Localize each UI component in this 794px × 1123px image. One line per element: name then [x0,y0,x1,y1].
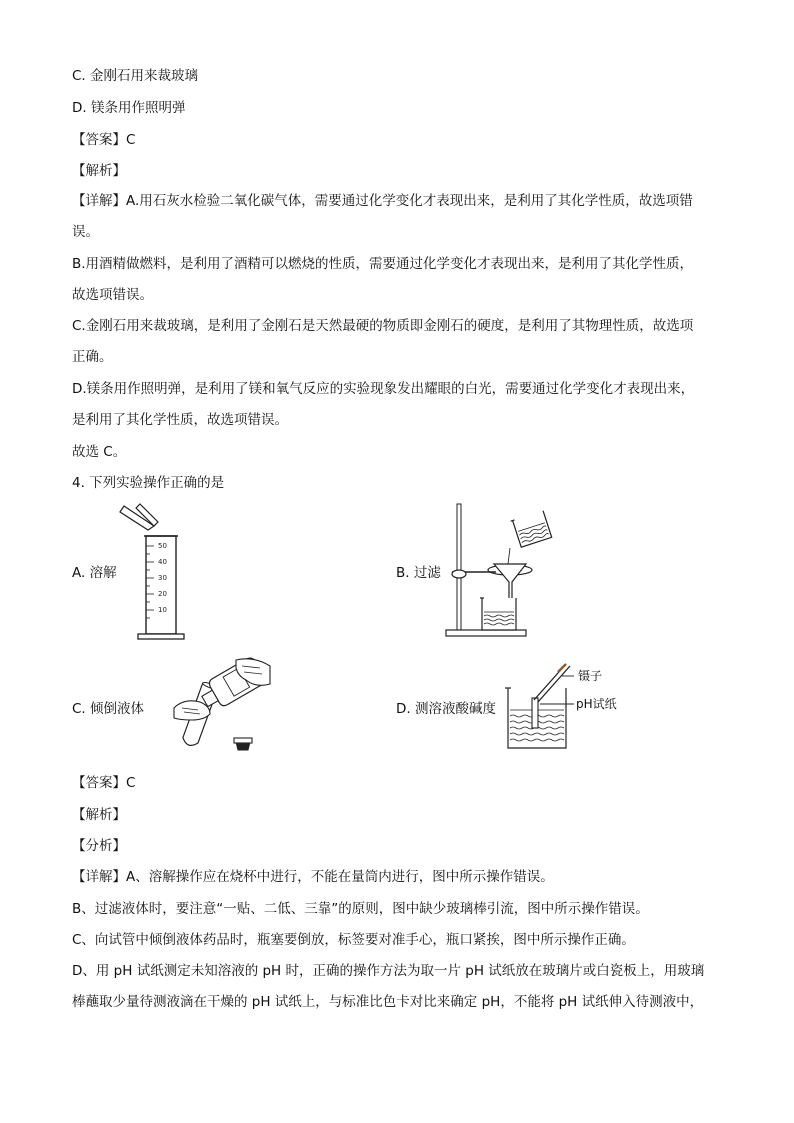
option-b-label: B. 过滤 [396,565,441,581]
detail-a-line-1: 【详解】A.用石灰水检验二氧化碳气体，需要通过化学变化才表现出来，是利用了其化学性质，故选项错 [72,193,693,209]
q4-detail-d-paragraph [72,956,722,1018]
answer-label: 【答案】C [72,132,136,148]
option-d-label: D. 测溶液酸碱度 [396,701,496,717]
option-d-text: D. 镁条用作照明弹 [72,100,186,116]
q4-detail-d-line-2: 棒蘸取少量待测液滴在干燥的 pH 试纸上，与标准比色卡对比来确定 pH，不能将 pH 试纸伸入待测液中， [72,994,704,1010]
tick-10: 10 [158,606,167,614]
q4-detail-b: B、过滤液体时，要注意“一贴、二低、三靠”的原则，图中缺少玻璃棒引流，图中所示操作错误。 [72,901,649,917]
q4-answer-label: 【答案】C [72,775,136,791]
detail-b-line-1: B.用酒精做燃料，是利用了酒精可以燃烧的性质，需要通过化学变化才表现出来，是利用了其化学性质， [72,256,694,272]
detail-b-line-2: 故选项错误。 [72,287,153,303]
detail-a-paragraph [72,186,722,248]
q4-analysis-label: 【解析】 [72,807,126,823]
tick-40: 40 [158,558,167,566]
detail-c-line-2: 正确。 [72,349,113,365]
option-c-label: C. 倾倒液体 [72,701,145,717]
question-4-stem: 4. 下列实验操作正确的是 [72,475,225,491]
detail-a-line-2: 误。 [72,224,99,240]
ph-paper-label: pH试纸 [576,697,617,711]
tick-50: 50 [158,542,167,550]
detail-d-line-1: D.镁条用作照明弹，是利用了镁和氧气反应的实验现象发出耀眼的白光，需要通过化学变化才表现出来， [72,381,695,397]
detail-d-paragraph [72,374,722,436]
filtration-figure [440,498,560,640]
detail-d-line-2: 是利用了其化学性质，故选项错误。 [72,412,288,428]
tick-20: 20 [158,590,167,598]
detail-c-paragraph [72,311,722,373]
tick-30: 30 [158,574,167,582]
option-c-text: C. 金刚石用来裁玻璃 [72,68,199,84]
choose-text: 故选 C。 [72,444,127,460]
tweezers-label: 镊子 [578,669,603,683]
q4-detail-d-line-1: D、用 pH 试纸测定未知溶液的 pH 时，正确的操作方法为取一片 pH 试纸放在玻璃片或白瓷板上，用玻璃 [72,963,705,979]
detail-b-paragraph [72,249,722,311]
q4-detail-c: C、向试管中倾倒液体药品时，瓶塞要倒放，标签要对准手心，瓶口紧挨，图中所示操作正确。 [72,932,635,948]
pouring-liquid-figure [170,654,274,758]
analysis-label: 【解析】 [72,163,126,179]
option-a-label: A. 溶解 [72,565,117,581]
ph-test-figure [500,658,640,754]
graduated-cylinder-figure [118,500,188,642]
q4-detail-a: 【详解】A、溶解操作应在烧杯中进行，不能在量筒内进行，图中所示操作错误。 [72,869,554,885]
detail-c-line-1: C.金刚石用来裁玻璃，是利用了金刚石是天然最硬的物质即金刚石的硬度，是利用了其物理性质，故选项 [72,318,694,334]
q4-fenxi-label: 【分析】 [72,838,126,854]
